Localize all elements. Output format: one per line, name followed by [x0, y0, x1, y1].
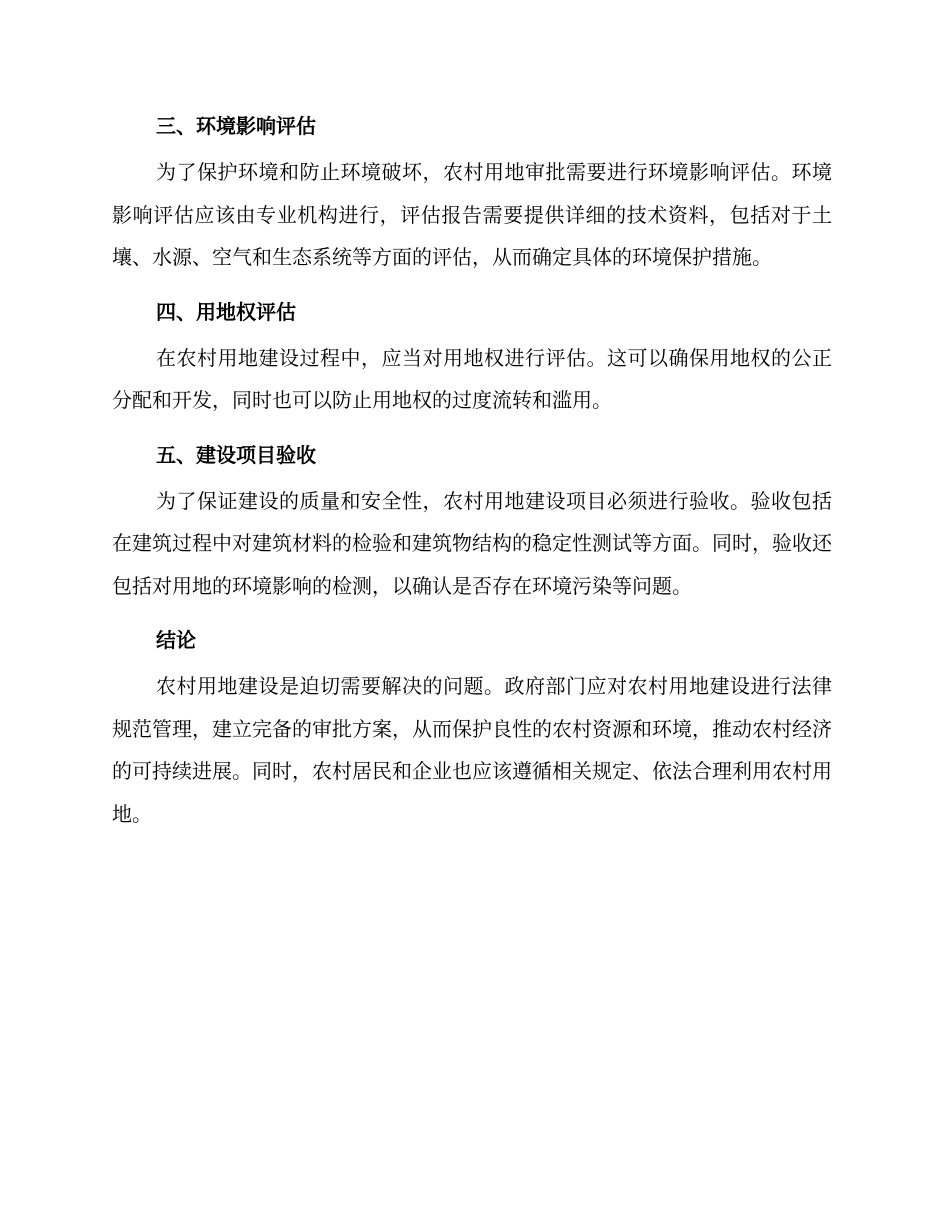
section-paragraph-land-rights: 在农村用地建设过程中，应当对用地权进行评估。这可以确保用地权的公正分配和开发，同时也可以防止用地权的过度流转和滥用。	[112, 345, 832, 412]
section-paragraph-environment: 为了保护环境和防止环境破坏，农村用地审批需要进行环境影响评估。环境影响评估应该由专业机构进行，评估报告需要提供详细的技术资料，包括对于土壤、水源、空气和生态系统等方面的评估，从而确定具体的环境保护措施。	[112, 160, 832, 269]
section-heading-conclusion: 结论	[156, 628, 196, 652]
section-heading-acceptance: 五、建设项目验收	[156, 442, 316, 467]
section-heading-environment: 三、环境影响评估	[156, 114, 316, 138]
document-page	[112, 106, 832, 835]
section-paragraph-acceptance: 为了保证建设的质量和安全性，农村用地建设项目必须进行验收。验收包括在建筑过程中对建筑材料的检验和建筑物结构的稳定性测试等方面。同时，验收还包括对用地的环境影响的检测，以确认是否存在环境污染等问题。	[112, 488, 832, 598]
section-paragraph-conclusion: 农村用地建设是迫切需要解决的问题。政府部门应对农村用地建设进行法律规范管理，建立完备的审批方案，从而保护良性的农村资源和环境，推动农村经济的可持续进展。同时，农村居民和企业也应该遵循相关规定、依法合理利用农村用地。	[112, 674, 832, 826]
section-heading-land-rights: 四、用地权评估	[156, 299, 296, 324]
